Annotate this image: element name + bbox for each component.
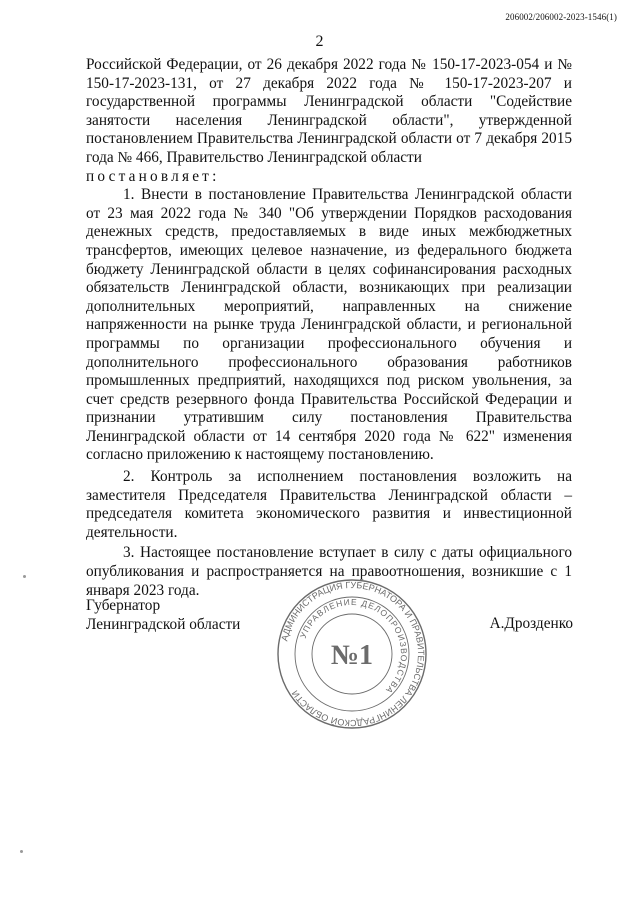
seal-outer-text: АДМИНИСТРАЦИЯ ГУБЕРНАТОРА И ПРАВИТЕЛЬСТВА ЛЕНИНГРАДСКОЙ ОБЛАСТИ <box>279 579 427 729</box>
document-body <box>86 56 572 600</box>
signatory-title-line-2: Ленинградской области <box>86 615 241 633</box>
page-number: 2 <box>315 33 324 50</box>
item-1-paragraph: 1. Внести в постановление Правительства Ленинградской области от 23 мая 2022 года № 340 "Об утверждении Порядков расходования денежных средств, предоставляемых в виде иных межбюджетных трансфертов, имеющих целевое назначение, из федерального бюджета бюджету Ленинградской области в целях софинансирования расходных обязательств Ленинградской области, возникающих при реализации дополнительных мероприятий, направленных на снижение напряженности на рынке труда Ленинградской области, и региональной программы по организации профессионального обучения и дополнительного профессионального образования работников промышленных предприятий, находящихся под риском увольнения, за счет средств резервного фонда Правительства Российской Федерации и признании утратившим силу постановления Правительства Ленинградской области от 14 сентября 2020 года № 622" изменения согласно приложению к настоящему постановлению. <box>86 186 572 464</box>
official-seal <box>276 578 428 730</box>
scan-speck <box>23 575 26 578</box>
signatory-title-line-1: Губернатор <box>86 597 161 614</box>
document-id: 206002/206002-2023-1546(1) <box>505 12 617 22</box>
signatory-title <box>86 597 240 634</box>
scan-speck <box>20 850 23 853</box>
signatory-name: А.Дрозденко <box>489 615 573 632</box>
item-2-paragraph: 2. Контроль за исполнением постановления возложить на заместителя Председателя Правительства Ленинградской области – председателя комитета экономического развития и инвестиционной деятельности. <box>86 468 572 541</box>
seal-inner-text: УПРАВЛЕНИЕ ДЕЛОПРОИЗВОДСТВА <box>297 596 410 697</box>
seal-number: №1 <box>330 640 374 671</box>
item-3-paragraph: 3. Настоящее постановление вступает в силу с даты официального опубликования и распространяется на правоотношения, возникшие с 1 января 2023 года. <box>86 544 572 599</box>
resolves-word: постановляет: <box>86 167 220 185</box>
preamble-paragraph: Российской Федерации, от 26 декабря 2022 года № 150-17-2023-054 и № 150-17-2023-131, от 27 декабря 2022 года № 150-17-2023-207 и государственной программы Ленинградской области "Содействие занятости населения Ленинградской области", утвержденной постановлением Правительства Ленинградской области от 7 декабря 2015 года № 466, Правительство Ленинградской области <box>86 56 572 166</box>
